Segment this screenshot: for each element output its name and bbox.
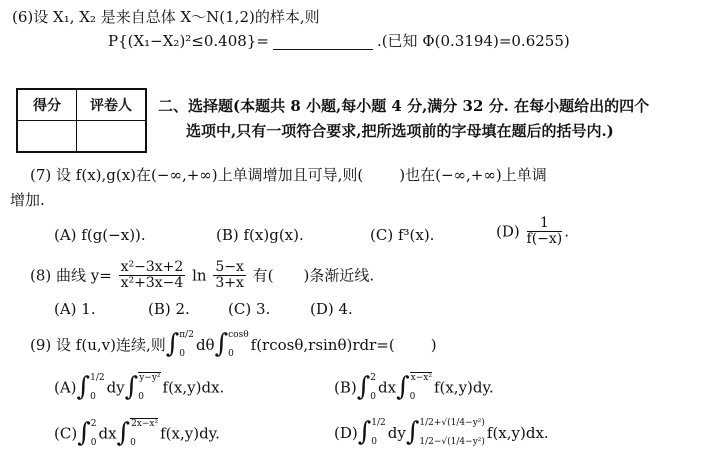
q8-ln: ln: [192, 266, 207, 285]
q9-int1-lo: 0: [179, 349, 185, 359]
q9-int1-up: π/2: [179, 330, 194, 340]
q9-c-limits-2: [130, 418, 158, 449]
integral-sign: ∫: [77, 417, 91, 448]
integral-sign: ∫: [396, 371, 410, 402]
q9-option-d-label: (D): [334, 424, 358, 442]
q8-frac2-den: 3+x: [215, 275, 244, 291]
q8-stem-c: )条渐近线.: [303, 266, 375, 285]
q7-stem-b: )也在(−∞,+∞)上单调: [399, 166, 547, 184]
section2-title-line1: 二、选择题(本题共 8 小题,每小题 4 分,满分 32 分. 在每小题给出的四个: [158, 97, 650, 115]
q9-c-l2: 0: [130, 438, 136, 448]
score-cell: [17, 121, 77, 153]
grader-header: 评卷人: [77, 89, 147, 121]
integral-sign: ∫: [76, 371, 91, 402]
q8-stem: [30, 260, 374, 291]
q8-fraction-1: [119, 260, 186, 291]
q9-a-l2: 0: [138, 392, 144, 402]
q6-prob: P{(X₁−X₂)²≤0.408}=: [108, 32, 269, 50]
integral-sign: ∫: [405, 417, 420, 447]
q6-known: .(已知 Φ(0.3194)=0.6255): [376, 32, 570, 50]
q9-option-d: [334, 418, 549, 448]
q9-d-u2: 1/2+√(1/4−y²): [419, 418, 485, 428]
q9-a-limits-1: [90, 373, 104, 403]
q9-c-l1: 0: [90, 437, 97, 448]
q9-a-sqrt: y−y²: [139, 373, 161, 383]
q9-d-mid: dy: [387, 424, 406, 442]
q7-stem-line1: [30, 166, 547, 184]
q8-frac2-num: 5−x: [215, 259, 244, 275]
q8-frac1-den: x²+3x−4: [120, 275, 184, 291]
q9-c-sqrt: 2x−x²: [131, 419, 159, 429]
q9-d-u1: 1/2: [371, 418, 386, 428]
q9-option-b: [334, 372, 494, 403]
integral-sign: ∫: [116, 417, 131, 448]
q7-option-d-num: 1: [527, 216, 563, 232]
q9-int1-limits: [179, 330, 194, 360]
q7-option-d-fraction: [527, 216, 563, 247]
q9-a-mid: dy: [106, 378, 125, 397]
q8-option-d: (D) 4.: [310, 300, 353, 318]
q9-option-a-label: (A): [54, 378, 77, 397]
q9-b-mid: dx: [378, 378, 397, 397]
score-header: 得分: [17, 89, 77, 121]
q9-int2-up: cosθ: [228, 330, 249, 340]
q9-c-limits-1: [91, 419, 97, 449]
integral-sign: ∫: [357, 417, 372, 447]
q9-int2-limits: [228, 330, 249, 360]
q7-stem-c: 增加.: [10, 191, 45, 209]
q7-option-d-den: f(−x): [526, 231, 563, 247]
q9-option-a: [54, 372, 224, 403]
q8-option-a: (A) 1.: [54, 300, 96, 318]
q9-d-tail: f(x,y)dx.: [486, 424, 549, 442]
q9-b-l2: 0: [409, 392, 416, 402]
integral-sign: ∫: [165, 329, 180, 359]
q6-line1: (6)设 X₁, X₂ 是来自总体 X～N(1,2)的样本,则: [12, 8, 320, 26]
q9-d-l1: 0: [371, 437, 378, 447]
q9-b-sqrt: x−x²: [410, 373, 432, 383]
integral-sign: ∫: [124, 371, 139, 402]
q7-option-d: (D) $\frac{1}{f(-x)}$ .: [496, 215, 570, 247]
q9-int2-lo: 0: [228, 349, 234, 359]
section2-title-line2: 选项中,只有一项符合要求,把所选项前的字母填在题后的括号内.): [186, 122, 614, 140]
q8-stem-a: (8) 曲线 y=: [30, 266, 112, 285]
q9-a-limits-2: [138, 372, 160, 403]
q9-c-u1: 2: [90, 418, 97, 429]
score-table: [16, 88, 147, 153]
q9-d-l2: 1/2−√(1/4−y²): [419, 437, 485, 447]
q9-option-c-label: (C): [54, 424, 78, 443]
q8-stem-b: 有(: [252, 266, 274, 285]
q6-line2: [108, 32, 570, 50]
q7-option-b: (B) f(x)g(x).: [216, 226, 304, 244]
q9-close: ): [430, 336, 437, 354]
grader-cell: [77, 121, 147, 153]
integral-sign: ∫: [356, 371, 371, 402]
q9-b-limits-1: [370, 373, 376, 403]
q8-fraction-2: [213, 260, 246, 291]
q9-b-limits-2: [410, 372, 432, 403]
q9-dtheta: dθ: [195, 336, 215, 354]
q9-stem-a: (9) 设 f(u,v)连续,则: [30, 336, 166, 354]
q7-option-a: (A) f(g(−x)).: [54, 226, 146, 244]
q9-d-limits-2: [419, 418, 485, 448]
q6-answer-blank: [273, 35, 373, 50]
q9-option-b-label: (B): [334, 378, 357, 397]
q9-c-tail: f(x,y)dy.: [160, 424, 220, 443]
q9-a-l1: 0: [90, 391, 96, 402]
q9-c-mid: dx: [98, 424, 117, 443]
q7-option-c: (C) f³(x).: [370, 226, 435, 244]
q8-option-c: (C) 3.: [228, 300, 271, 318]
q7-option-d-label: (D): [496, 222, 520, 241]
q9-stem: [30, 330, 437, 360]
q9-a-tail: f(x,y)dx.: [162, 378, 225, 397]
q7-stem-a: (7) 设 f(x),g(x)在(−∞,+∞)上单调增加且可导,则(: [30, 166, 364, 184]
integral-sign: ∫: [214, 329, 229, 359]
q9-b-u1: 2: [370, 372, 377, 383]
q9-option-c: [54, 418, 220, 449]
q9-b-tail: f(x,y)dy.: [433, 378, 494, 397]
q8-option-b: (B) 2.: [148, 300, 190, 318]
q8-frac1-num: x²−3x+2: [120, 259, 184, 275]
q9-d-limits-1: [371, 418, 385, 448]
q9-integrand: f(rcosθ,rsinθ)rdr=(: [250, 336, 395, 354]
q9-b-l1: 0: [370, 391, 377, 402]
q9-a-u1: 1/2: [90, 372, 105, 383]
